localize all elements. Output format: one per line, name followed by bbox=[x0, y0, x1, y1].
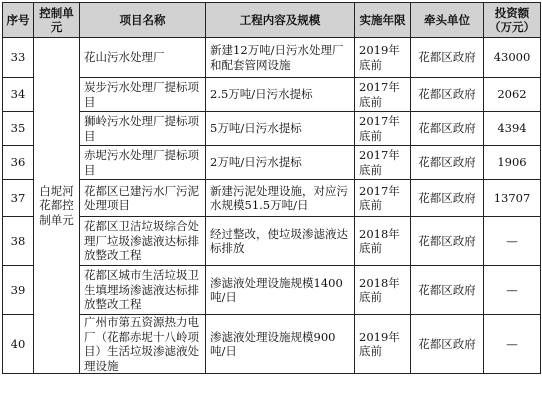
cell-lead-unit: 花都区政府 bbox=[411, 266, 484, 315]
cell-content: 新建污泥处理设施，对应污水规模51.5万吨/日 bbox=[206, 180, 355, 217]
cell-investment: 1906 bbox=[484, 146, 541, 180]
cell-seq: 37 bbox=[3, 180, 34, 217]
cell-content: 新建12万吨/日污水处理厂和配套管网设施 bbox=[206, 38, 355, 78]
cell-investment: 13707 bbox=[484, 180, 541, 217]
cell-project-name: 花都区卫洁垃圾综合处理厂垃圾渗滤液达标排放整改工程 bbox=[80, 217, 206, 266]
cell-lead-unit: 花都区政府 bbox=[411, 112, 484, 146]
cell-investment: 4394 bbox=[484, 112, 541, 146]
cell-year: 2017年底前 bbox=[355, 146, 411, 180]
table-row bbox=[3, 112, 541, 146]
cell-project-name: 狮岭污水处理厂提标项目 bbox=[80, 112, 206, 146]
cell-lead-unit: 花都区政府 bbox=[411, 217, 484, 266]
cell-investment: 43000 bbox=[484, 38, 541, 78]
header-lead-unit: 牵头单位 bbox=[411, 3, 484, 38]
header-investment: 投资额（万元） bbox=[484, 3, 541, 38]
cell-project-name: 广州市第五资源热力电厂（花都赤坭十八岭项目）生活垃圾渗滤液处理设施 bbox=[80, 315, 206, 374]
cell-project-name: 炭步污水处理厂提标项目 bbox=[80, 78, 206, 112]
table-row bbox=[3, 266, 541, 315]
cell-content: 5万吨/日污水提标 bbox=[206, 112, 355, 146]
cell-year: 2018年底前 bbox=[355, 217, 411, 266]
cell-year: 2019年底前 bbox=[355, 315, 411, 374]
header-year: 实施年限 bbox=[355, 3, 411, 38]
table-row bbox=[3, 78, 541, 112]
cell-lead-unit: 花都区政府 bbox=[411, 146, 484, 180]
cell-seq: 39 bbox=[3, 266, 34, 315]
cell-project-name: 花都区城市生活垃圾卫生填埋场渗滤液达标排放整改工程 bbox=[80, 266, 206, 315]
cell-project-name: 花山污水处理厂 bbox=[80, 38, 206, 78]
cell-seq: 38 bbox=[3, 217, 34, 266]
cell-content: 2.5万吨/日污水提标 bbox=[206, 78, 355, 112]
table-row bbox=[3, 146, 541, 180]
cell-seq: 36 bbox=[3, 146, 34, 180]
header-seq: 序号 bbox=[3, 3, 34, 38]
cell-investment: — bbox=[484, 315, 541, 374]
cell-seq: 33 bbox=[3, 38, 34, 78]
header-content-scale: 工程内容及规模 bbox=[206, 3, 355, 38]
header-control-unit: 控制单元 bbox=[34, 3, 80, 38]
cell-content: 经过整改，使垃圾渗滤液达标排放 bbox=[206, 217, 355, 266]
cell-lead-unit: 花都区政府 bbox=[411, 38, 484, 78]
cell-project-name: 赤坭污水处理厂提标项目 bbox=[80, 146, 206, 180]
cell-year: 2017年底前 bbox=[355, 112, 411, 146]
cell-investment: 2062 bbox=[484, 78, 541, 112]
cell-lead-unit: 花都区政府 bbox=[411, 315, 484, 374]
cell-investment: — bbox=[484, 217, 541, 266]
cell-seq: 40 bbox=[3, 315, 34, 374]
cell-content: 渗滤液处理设施规模1400吨/日 bbox=[206, 266, 355, 315]
header-row bbox=[3, 3, 541, 38]
cell-project-name: 花都区已建污水厂污泥处理项目 bbox=[80, 180, 206, 217]
cell-lead-unit: 花都区政府 bbox=[411, 78, 484, 112]
header-project-name: 项目名称 bbox=[80, 3, 206, 38]
cell-year: 2019年底前 bbox=[355, 38, 411, 78]
cell-seq: 34 bbox=[3, 78, 34, 112]
cell-investment: — bbox=[484, 266, 541, 315]
cell-control-unit: 白坭河花都控制单元 bbox=[34, 38, 80, 374]
cell-year: 2017年底前 bbox=[355, 180, 411, 217]
cell-year: 2017年底前 bbox=[355, 78, 411, 112]
table-row bbox=[3, 217, 541, 266]
table-row bbox=[3, 180, 541, 217]
table-row bbox=[3, 38, 541, 78]
cell-content: 2万吨/日污水提标 bbox=[206, 146, 355, 180]
cell-lead-unit: 花都区政府 bbox=[411, 180, 484, 217]
cell-content: 渗滤液处理设施规模900吨/日 bbox=[206, 315, 355, 374]
cell-seq: 35 bbox=[3, 112, 34, 146]
table-row bbox=[3, 315, 541, 374]
cell-year: 2018年底前 bbox=[355, 266, 411, 315]
project-table bbox=[2, 2, 541, 374]
